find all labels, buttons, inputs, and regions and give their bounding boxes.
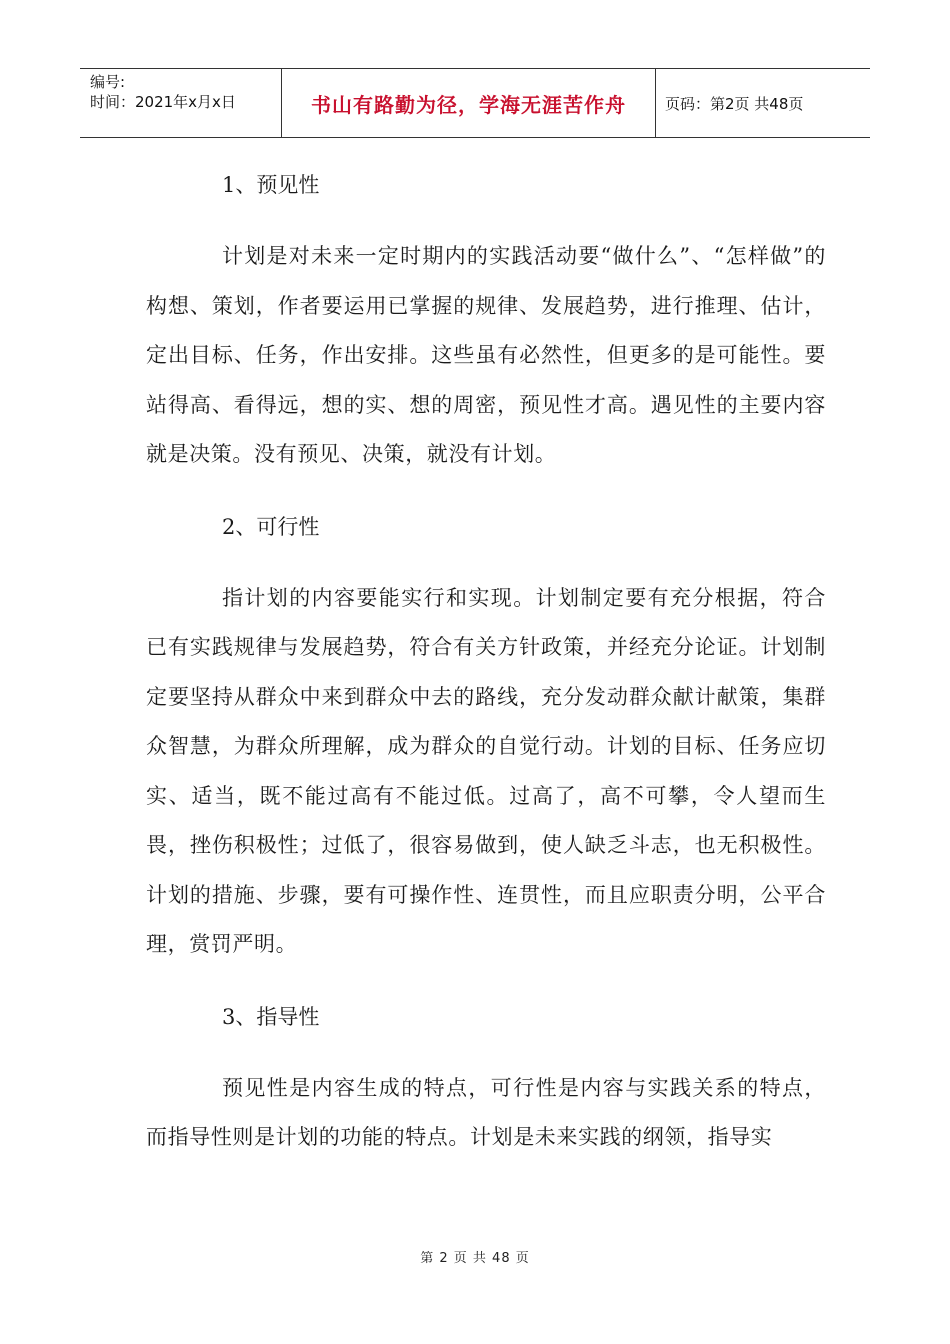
section-paragraph-3: 预见性是内容生成的特点，可行性是内容与实践关系的特点，而指导性则是计划的功能的特点。计划是未来实践的纲领，指导实 [146,1075,826,1149]
section-paragraph-1: 计划是对未来一定时期内的实践活动要“做什么”、“怎样做”的构想、策划，作者要运用已掌握的规律、发展趋势，进行推理、估计，定出目标、任务，作出安排。这些虽有必然性，但更多的是可能性。要站得高、看得远，想的实、想的周密，预见性才高。遇见性的主要内容就是决策。没有预见、决策，就没有计划。 [146,244,826,466]
document-body [146,160,826,1163]
header-page-info: 页码：第2页 共48页 [665,94,804,113]
time-label: 时间：2021年x月x日 [90,93,236,111]
section-paragraph-2: 指计划的内容要能实行和实现。计划制定要有充分根据，符合已有实践规律与发展趋势，符合有关方针政策，并经充分论证。计划制定要坚持从群众中来到群众中去的路线，充分发动群众献计献策，集群众智慧，为群众所理解，成为群众的自觉行动。计划的目标、任务应切实、适当，既不能过高有不能过低。过高了，高不可攀，令人望而生畏，挫伤积极性；过低了，很容易做到，使人缺乏斗志，也无积极性。计划的措施、步骤，要有可操作性、连贯性，而且应职责分明，公平合理，赏罚严明。 [146,585,826,956]
page-header [80,68,870,138]
page-footer: 第 2 页 共 48 页 [420,1251,530,1266]
section-heading-3: 3、指导性 [222,1004,320,1029]
number-label: 编号: [90,73,126,91]
section-heading-2: 2、可行性 [222,514,320,539]
header-motto: 书山有路勤为径，学海无涯苦作舟 [282,69,656,137]
section-heading-1: 1、预见性 [222,173,320,197]
header-meta [80,69,282,137]
